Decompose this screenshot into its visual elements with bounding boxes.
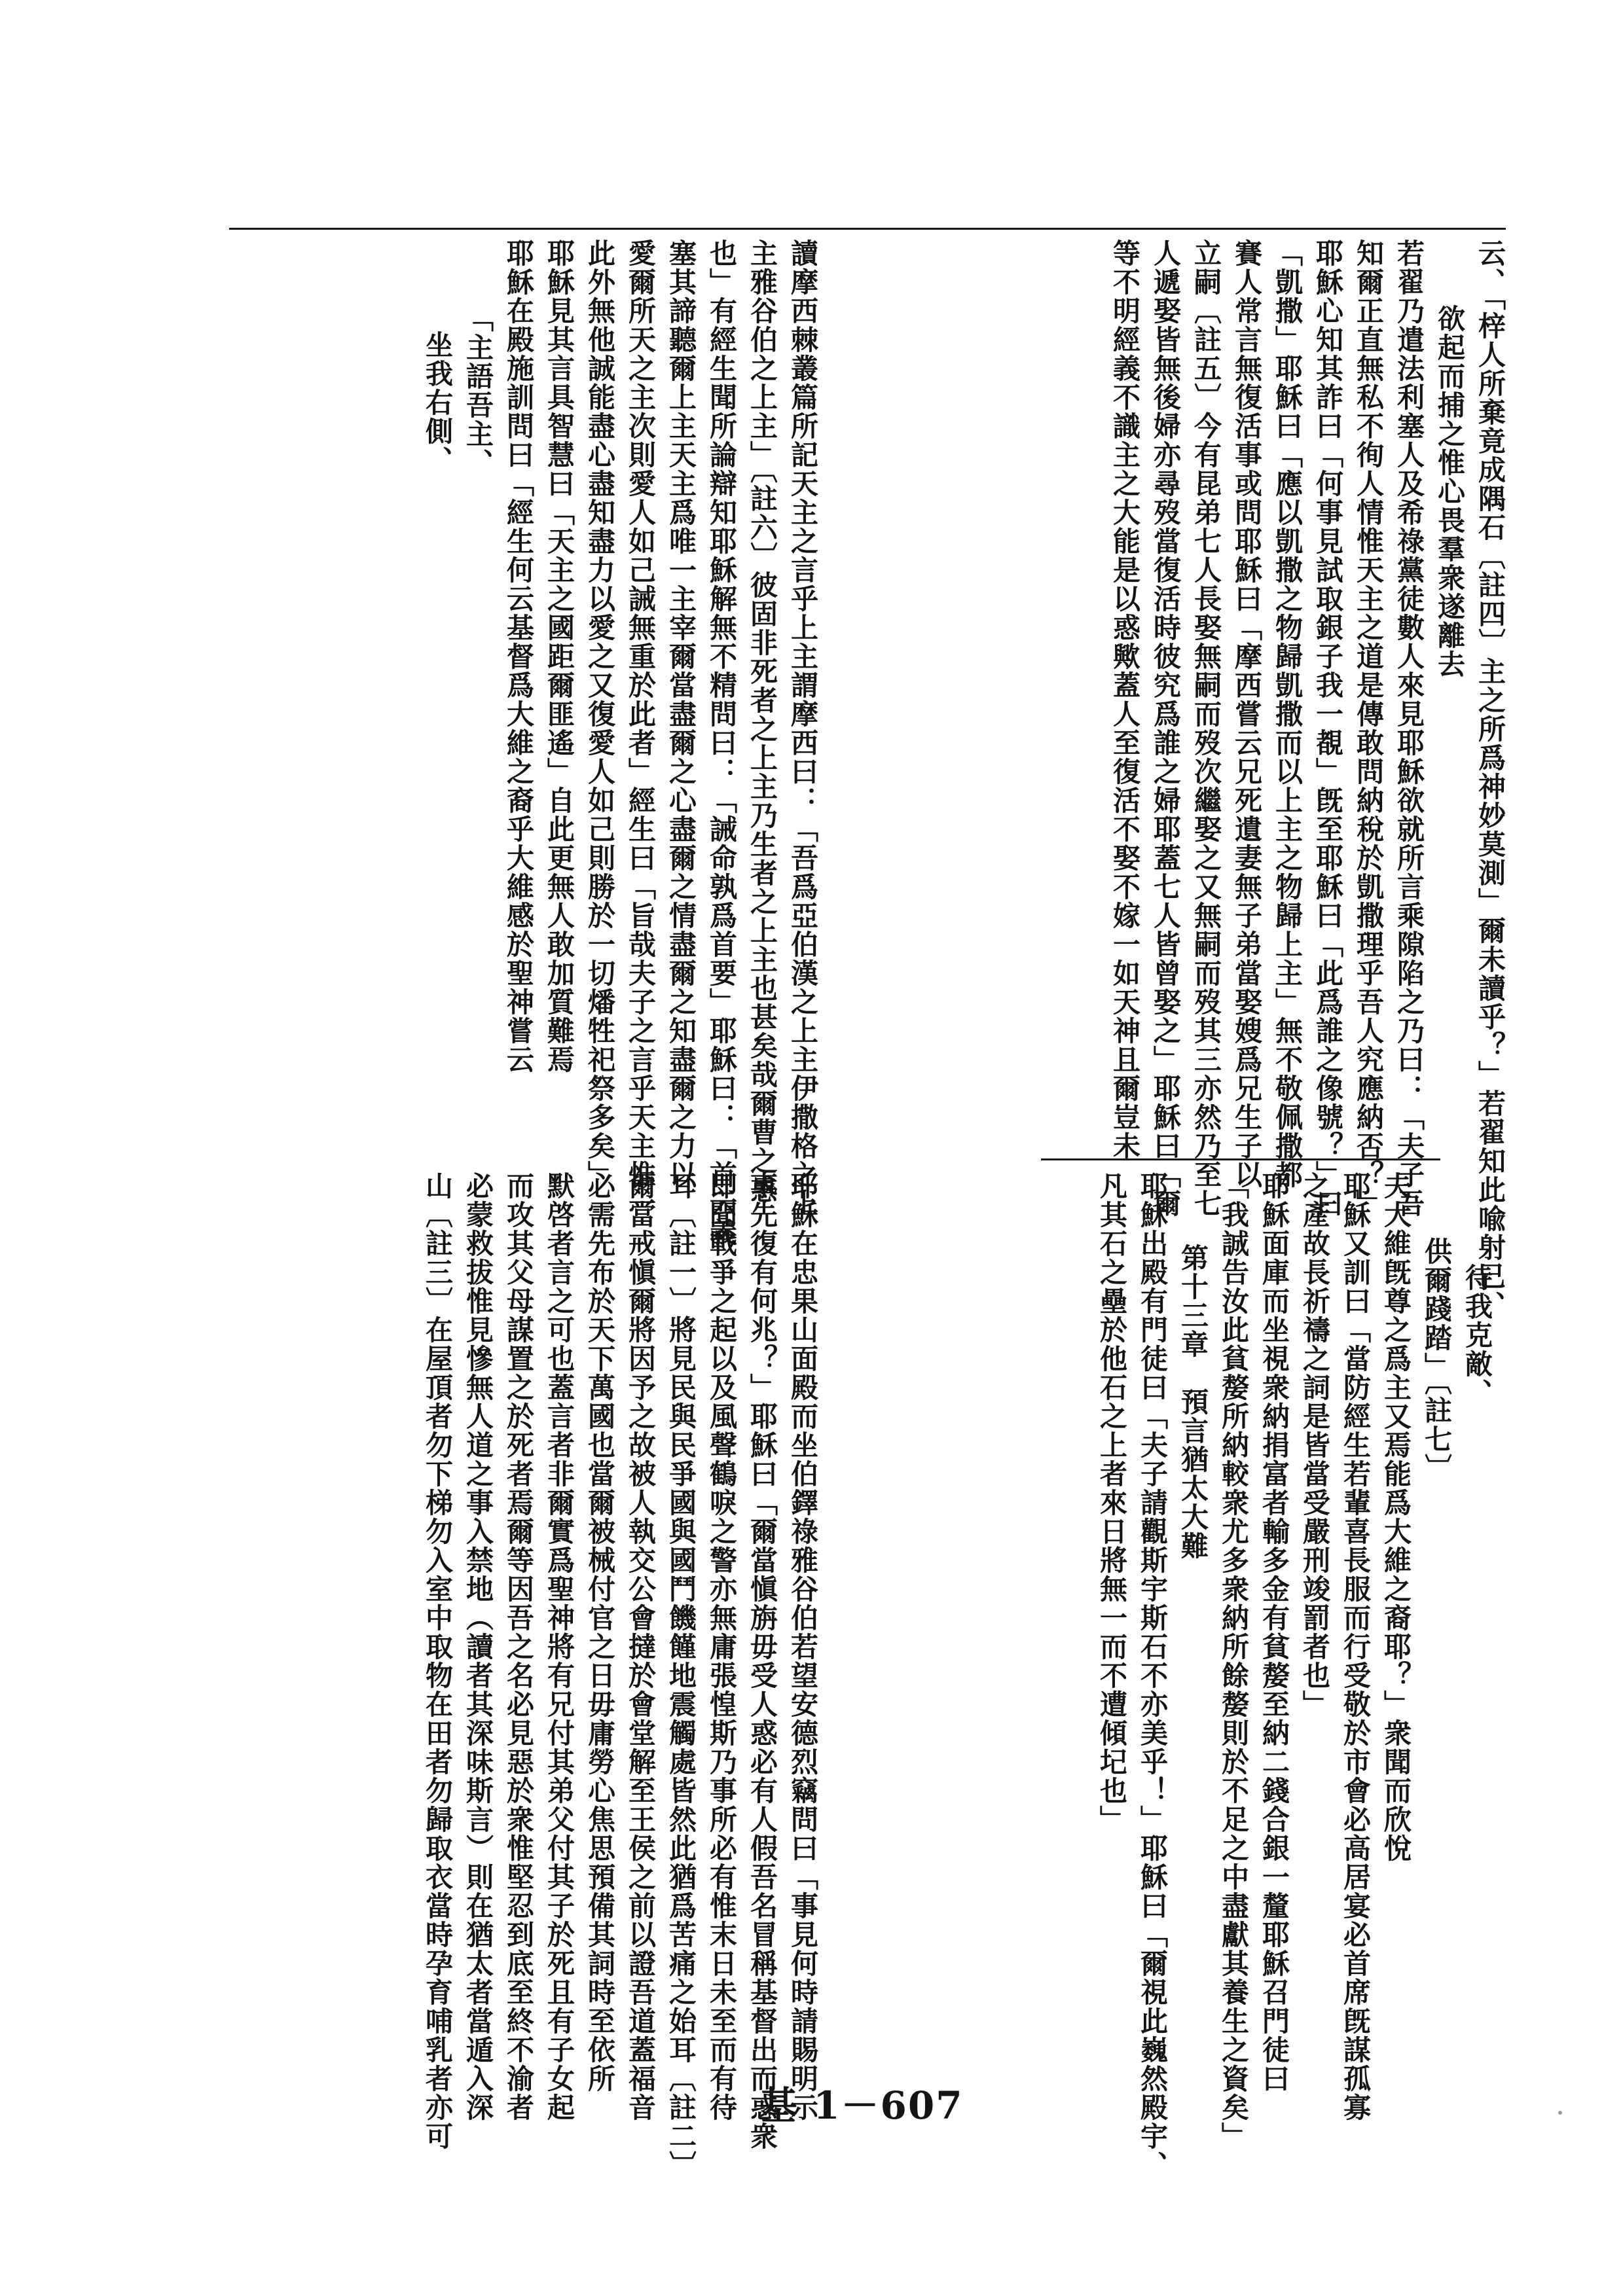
text-column: 耶穌在殿施訓問曰「經生何云基督爲大維之裔乎大維感於聖神嘗云 [503,239,535,1074]
text-column: 必蒙救拔惟見慘無人道之事入禁地（讀者其深味斯言）則在猶太者當遁入深 [462,1172,494,2122]
verse-line: 「主語吾主、 [462,304,494,477]
text-column: 塞其諦聽爾上主天主爲唯一主宰爾當盡爾之心盡爾之情盡爾之知盡爾之力以 [665,239,697,1189]
text-column: 之產故長祈禱之詞是皆當受嚴刑竣罰者也」 [1299,1172,1331,1719]
chapter-heading: 第十三章 預言猶太大難 [1177,1244,1209,1560]
text-column: 云、「梓人所棄竟成隅石〔註四〕主之所爲神妙莫測」爾未讀乎？」若翟知此喩射己、 [1474,239,1506,1319]
text-column: 事先復有何兆？」耶穌曰「爾當愼旃毋受人惑必有人假吾名冒稱基督出而惑衆 [746,1172,778,2151]
text-column: 愛爾所天之主次則愛人如己誡無重於此者」經生曰「旨哉夫子之言乎天主惟一 [625,239,657,1218]
text-block-bottom-right [917,1172,1493,2179]
text-column: 山〔註三〕在屋頂者勿下梯勿入室中取物在田者勿歸取衣當時孕育哺乳者亦可 [422,1172,454,2151]
text-column: 人遞娶皆無後婦亦尋歿當復活時彼究爲誰之婦耶蓋七人皆曾娶之」耶穌曰「爾 [1150,239,1182,1218]
text-column: 等不明經義不識主之大能是以惑歟蓋人至復活不娶不嫁一如天神且爾豈未 [1109,239,1141,1160]
text-column: 夫大維旣尊之爲主又焉能爲大維之裔耶？」衆聞而欣悅 [1380,1172,1412,1863]
text-block-top-right [930,239,1506,1319]
verse-line: 坐我右側、 [422,331,454,475]
text-column: 「我誠告汝此貧嫠所納較衆尤多衆納所餘嫠則於不足之中盡獻其養生之資矣」 [1218,1172,1250,2151]
text-column: 立嗣〔註五〕今有昆弟七人長娶無嗣而歿次繼娶之又無嗣而歿其三亦然乃至七 [1190,239,1222,1218]
text-column: 耳〔註一〕將見民與民爭國與國鬥饑饉地震觸處皆然此猶爲苦痛之始耳〔註二〕 [665,1172,697,2179]
verse-line: 待我克敵、 [1461,1263,1493,1407]
text-column: 讀摩西棘叢篇所記天主之言乎上主謂摩西曰：「吾爲亞伯漢之上主伊撒格之上 [787,239,819,1218]
text-column: 必需先布於天下萬國也當爾被械付官之日毋庸勞心焦思預備其詞時至依所 [584,1172,616,2093]
text-column: 即聞戰爭之起以及風聲鶴唳之警亦無庸張惶斯乃事所必有惟末日未至而有待 [706,1172,738,2122]
text-column: 默啓者言之可也蓋言者非爾實爲聖神將有兄付其弟父付其子於死且有子女起 [543,1172,575,2122]
text-column: 「凱撒」耶穌曰「應以凱撒之物歸凱撒而以上主之物歸上主」無不敬佩撒都 [1271,239,1304,1189]
text-column: 凡其石之壘於他石之上者來日將無一而不遭傾圮也」 [1096,1172,1128,1834]
text-column: 知爾正直無私不徇人情惟天主之道是傳敢問納稅於凱撒理乎吾人究應納否？」 [1353,239,1385,1218]
text-column: 欲起而捕之惟心畏羣衆遂離去 [1434,304,1466,679]
text-column: 主雅谷伯之上主」〔註六〕彼固非死者之上主乃生者之上主也甚矣哉爾曹之惑 [746,239,778,1204]
text-column: 耶穌心知其詐曰「何事見試取銀子我一覩」旣至耶穌曰「此爲誰之像號？」曰 [1312,239,1344,1218]
text-block-bottom-left [236,1172,819,2179]
text-column: 耶穌見其言具智慧曰「天主之國距爾匪遙」自此更無人敢加質難焉 [543,239,575,1074]
text-column: 賽人常言無復活事或問耶穌曰「摩西嘗云兄死遺妻無子弟當娶嫂爲兄生子以 [1231,239,1263,1189]
text-column: 而攻其父母謀置之於死者焉爾等因吾之名必見惡於衆惟堅忍到底至終不渝者 [503,1172,535,2122]
text-column: 此外無他誠能盡心盡知盡力以愛之又復愛人如己則勝於一切燔牲祀祭多矣」 [584,239,616,1189]
scan-speck [1558,2111,1562,2115]
text-column: 耶穌面庫而坐視衆納捐富者輸多金有貧嫠至納二錢合銀一釐耶穌召門徒曰 [1258,1172,1290,2093]
text-column: 耶穌又訓曰「當防經生若輩喜長服而行受敬於市會必高居宴必首席旣謀孤寡 [1340,1172,1372,2122]
text-column: 也」有經生聞所論辯知耶穌解無不精問曰：「誡命孰爲首要」耶穌曰：「首云義 [706,239,738,1247]
verse-line: 供爾踐踏」〔註七〕 [1421,1237,1453,1482]
text-column: 爾當戒愼爾將因予之故被人執交公會撻於會堂解至王侯之前以證吾道蓋福音 [625,1172,657,2122]
page-number: 基 1－607 [759,2083,964,2128]
top-rule [229,228,1506,230]
text-column: 耶穌出殿有門徒曰「夫子請觀斯宇斯石不亦美乎！」耶穌曰「爾視此巍然殿宇、 [1137,1172,1169,2179]
text-column: 耶穌在忠果山面殿而坐伯鐸祿雅谷伯若望安德烈竊問曰「事見何時請賜明示 [787,1172,819,2122]
text-column: 若翟乃遣法利塞人及希祿黨徒數人來見耶穌欲就所言乘隙陷之乃曰：「夫子吾 [1393,239,1425,1218]
text-block-top-left [236,239,819,1247]
